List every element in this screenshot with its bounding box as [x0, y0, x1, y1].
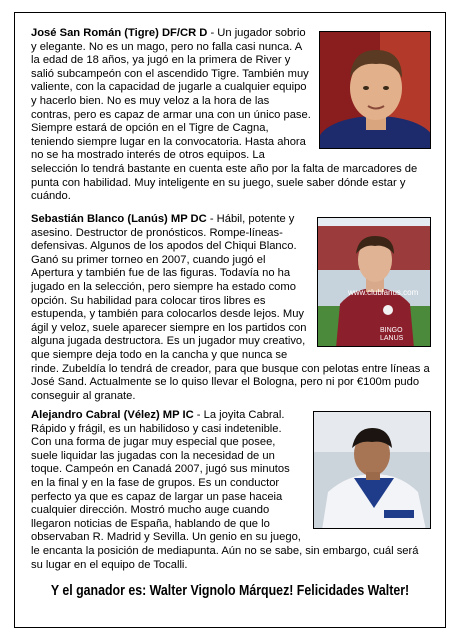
player-photo-blanco [317, 217, 431, 347]
player-name-blanco: Sebastián Blanco (Lanús) MP DC [31, 213, 207, 225]
svg-text:LANUS: LANUS [380, 335, 404, 342]
player-photo-cabral [313, 411, 431, 529]
player-entry-cabral [31, 409, 431, 572]
photo-watermark: www.clublanus.com [348, 288, 419, 297]
svg-text:BINGO: BINGO [380, 327, 403, 334]
player-description-blanco: - Hábil, potente y asesino. Destructor de pronósticos. Rompe-líneas-defensivas. Algunos de los apodos del Chiqui Blanco. Ganó su primer torneo en 2007, cuando jugó el Apertura y también fue de las figuras. Todavía no ha jugado en la selección, pero siempre ha estado como opción. Su habilidad para colocar tiros libres es estupenda, y también para colocarlos desde lejos. Muy ágil y veloz, suele aparecer siempre en los partidos con alguna jugada destructora. Es un jugador muy creativo, que siempre deja todo en la cancha y que nunca se rinde. Zubeldía lo tendrá de creador, para que busque con pelotas entre líneas a José Sand. Actualmente se lo quiso llevar el Bologna, pero ni por €100m pudo conseguir al granate. [31, 213, 430, 402]
player-photo-san-roman [319, 31, 431, 149]
player-description-san-roman: - Un jugador sobrio y elegante. No es un mago, pero no falla casi nunca. A la edad de 18 años, ya jugó en la primera de River y salió subcampeón con el ascendido Tigre. También muy valiente, con la capacidad de jugarle a cualquier equipo y hacerlo bien. No es muy veloz a la hora de las contras, pero es capaz de armar una con un único pase. Siempre estará de opción en el Tigre de Cagna, teniendo siempre lugar en la convocatoria. Hasta ahora no se ha mostrado interés de otros equipos. La selección lo tendrá bastante en cuenta este año por la falta de marcadores de punta con habilidad. Muy inteligente en su juego, suele saber dónde estar y cuándo. [31, 27, 418, 203]
player-entry-blanco [31, 213, 431, 403]
player-entry-san-roman [31, 27, 431, 204]
player-description-cabral: - La joyita Cabral. Rápido y frágil, es un habilidoso y casi indetenible. Con una forma de jugar muy especial que posee, suele liquidar las jugadas con la necesidad de un toque. Campeón en Canadá 2007, jugó sus minutos en la final y en la fase de grupos. Es un conductor perfecto ya que es capaz de largar un pase haceia cualquier dirección. Mostró mucho auge cuando llegaron noticias de España, hablando de que lo observaban R. Madrid y Sevilla. Un genio en su juego, le encanta la posición de mediapunta. Aún no se sabe, sin embargo, cuál será su lugar en el equipo de Tocalli. [31, 409, 419, 571]
document-page [14, 12, 446, 628]
winner-announcement: Y el ganador es: Walter Vignolo Márquez! Felicidades Walter! [50, 583, 410, 599]
player-name-cabral: Alejandro Cabral (Vélez) MP IC [31, 409, 194, 421]
player-name-san-roman: José San Román (Tigre) DF/CR D [31, 27, 208, 39]
